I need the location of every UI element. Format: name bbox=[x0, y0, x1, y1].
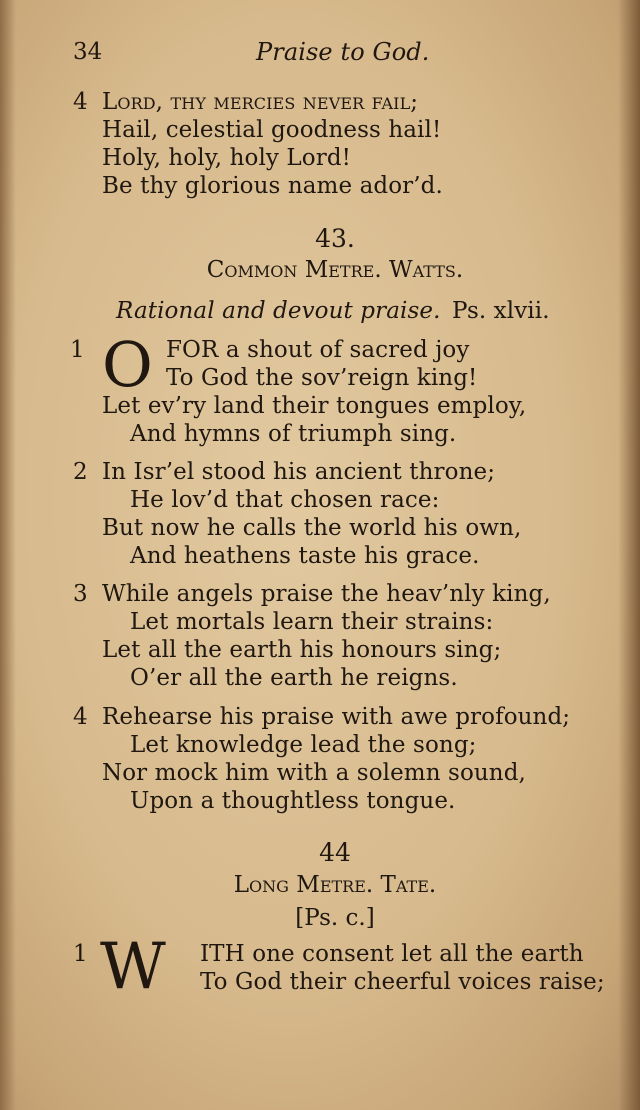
hymn-number: 43. bbox=[315, 224, 355, 253]
verse-line: Nor mock him with a solemn sound, bbox=[102, 760, 526, 786]
verse-number: 1 bbox=[73, 941, 88, 967]
page-number: 34 bbox=[73, 39, 103, 65]
verse-line: In Isr’el stood his ancient throne; bbox=[102, 459, 496, 485]
hymn-number: 44 bbox=[319, 838, 351, 867]
verse-line-text: Lord, thy mercies never fail; bbox=[102, 89, 419, 115]
verse-line: Let knowledge lead the song; bbox=[130, 732, 477, 758]
verse-line: Holy, holy, holy Lord! bbox=[102, 145, 352, 171]
verse-line: He lov’d that chosen race: bbox=[130, 487, 440, 513]
hymn-metre: Long Metre. Tate. bbox=[233, 872, 437, 898]
verse-line: O’er all the earth he reigns. bbox=[130, 665, 458, 691]
hymn-subject: Rational and devout praise. bbox=[116, 298, 441, 324]
verse-line: Let ev’ry land their tongues employ, bbox=[102, 393, 527, 419]
verse-line: Upon a thoughtless tongue. bbox=[130, 788, 456, 814]
psalm-reference: [Ps. c.] bbox=[295, 905, 375, 931]
verse-line bbox=[102, 88, 418, 116]
verse-number: 4 bbox=[73, 704, 88, 730]
verse-line: Be thy glorious name ador’d. bbox=[102, 173, 443, 199]
verse-line: But now he calls the world his own, bbox=[102, 515, 522, 541]
page-edge-left bbox=[0, 0, 16, 1110]
verse-line: While angels praise the heav’nly king, bbox=[102, 581, 551, 607]
verse-line: Hail, celestial goodness hail! bbox=[102, 117, 442, 143]
verse-line: To God their cheerful voices raise; bbox=[200, 969, 605, 995]
verse-line: And heathens taste his grace. bbox=[130, 543, 480, 569]
running-title: Praise to God. bbox=[256, 38, 430, 66]
psalm-reference: Ps. xlvii. bbox=[452, 298, 550, 324]
verse-number: 3 bbox=[73, 581, 88, 607]
verse-line: To God the sov’reign king! bbox=[166, 365, 478, 391]
verse-line: FOR a shout of sacred joy bbox=[166, 337, 470, 363]
verse-line: Let all the earth his honours sing; bbox=[102, 637, 502, 663]
verse-line: Rehearse his praise with awe profound; bbox=[102, 704, 571, 730]
hymn-metre: Common Metre. Watts. bbox=[206, 257, 464, 283]
verse-number: 2 bbox=[73, 459, 88, 485]
page-edge-right bbox=[618, 0, 640, 1110]
verse-number: 1 bbox=[70, 337, 85, 363]
drop-capital: O bbox=[102, 328, 153, 401]
verse-number: 4 bbox=[73, 89, 88, 115]
verse-line: And hymns of triumph sing. bbox=[130, 421, 457, 447]
verse-line: Let mortals learn their strains: bbox=[130, 609, 494, 635]
drop-capital: W bbox=[100, 930, 166, 1004]
verse-line: ITH one consent let all the earth bbox=[200, 941, 584, 967]
